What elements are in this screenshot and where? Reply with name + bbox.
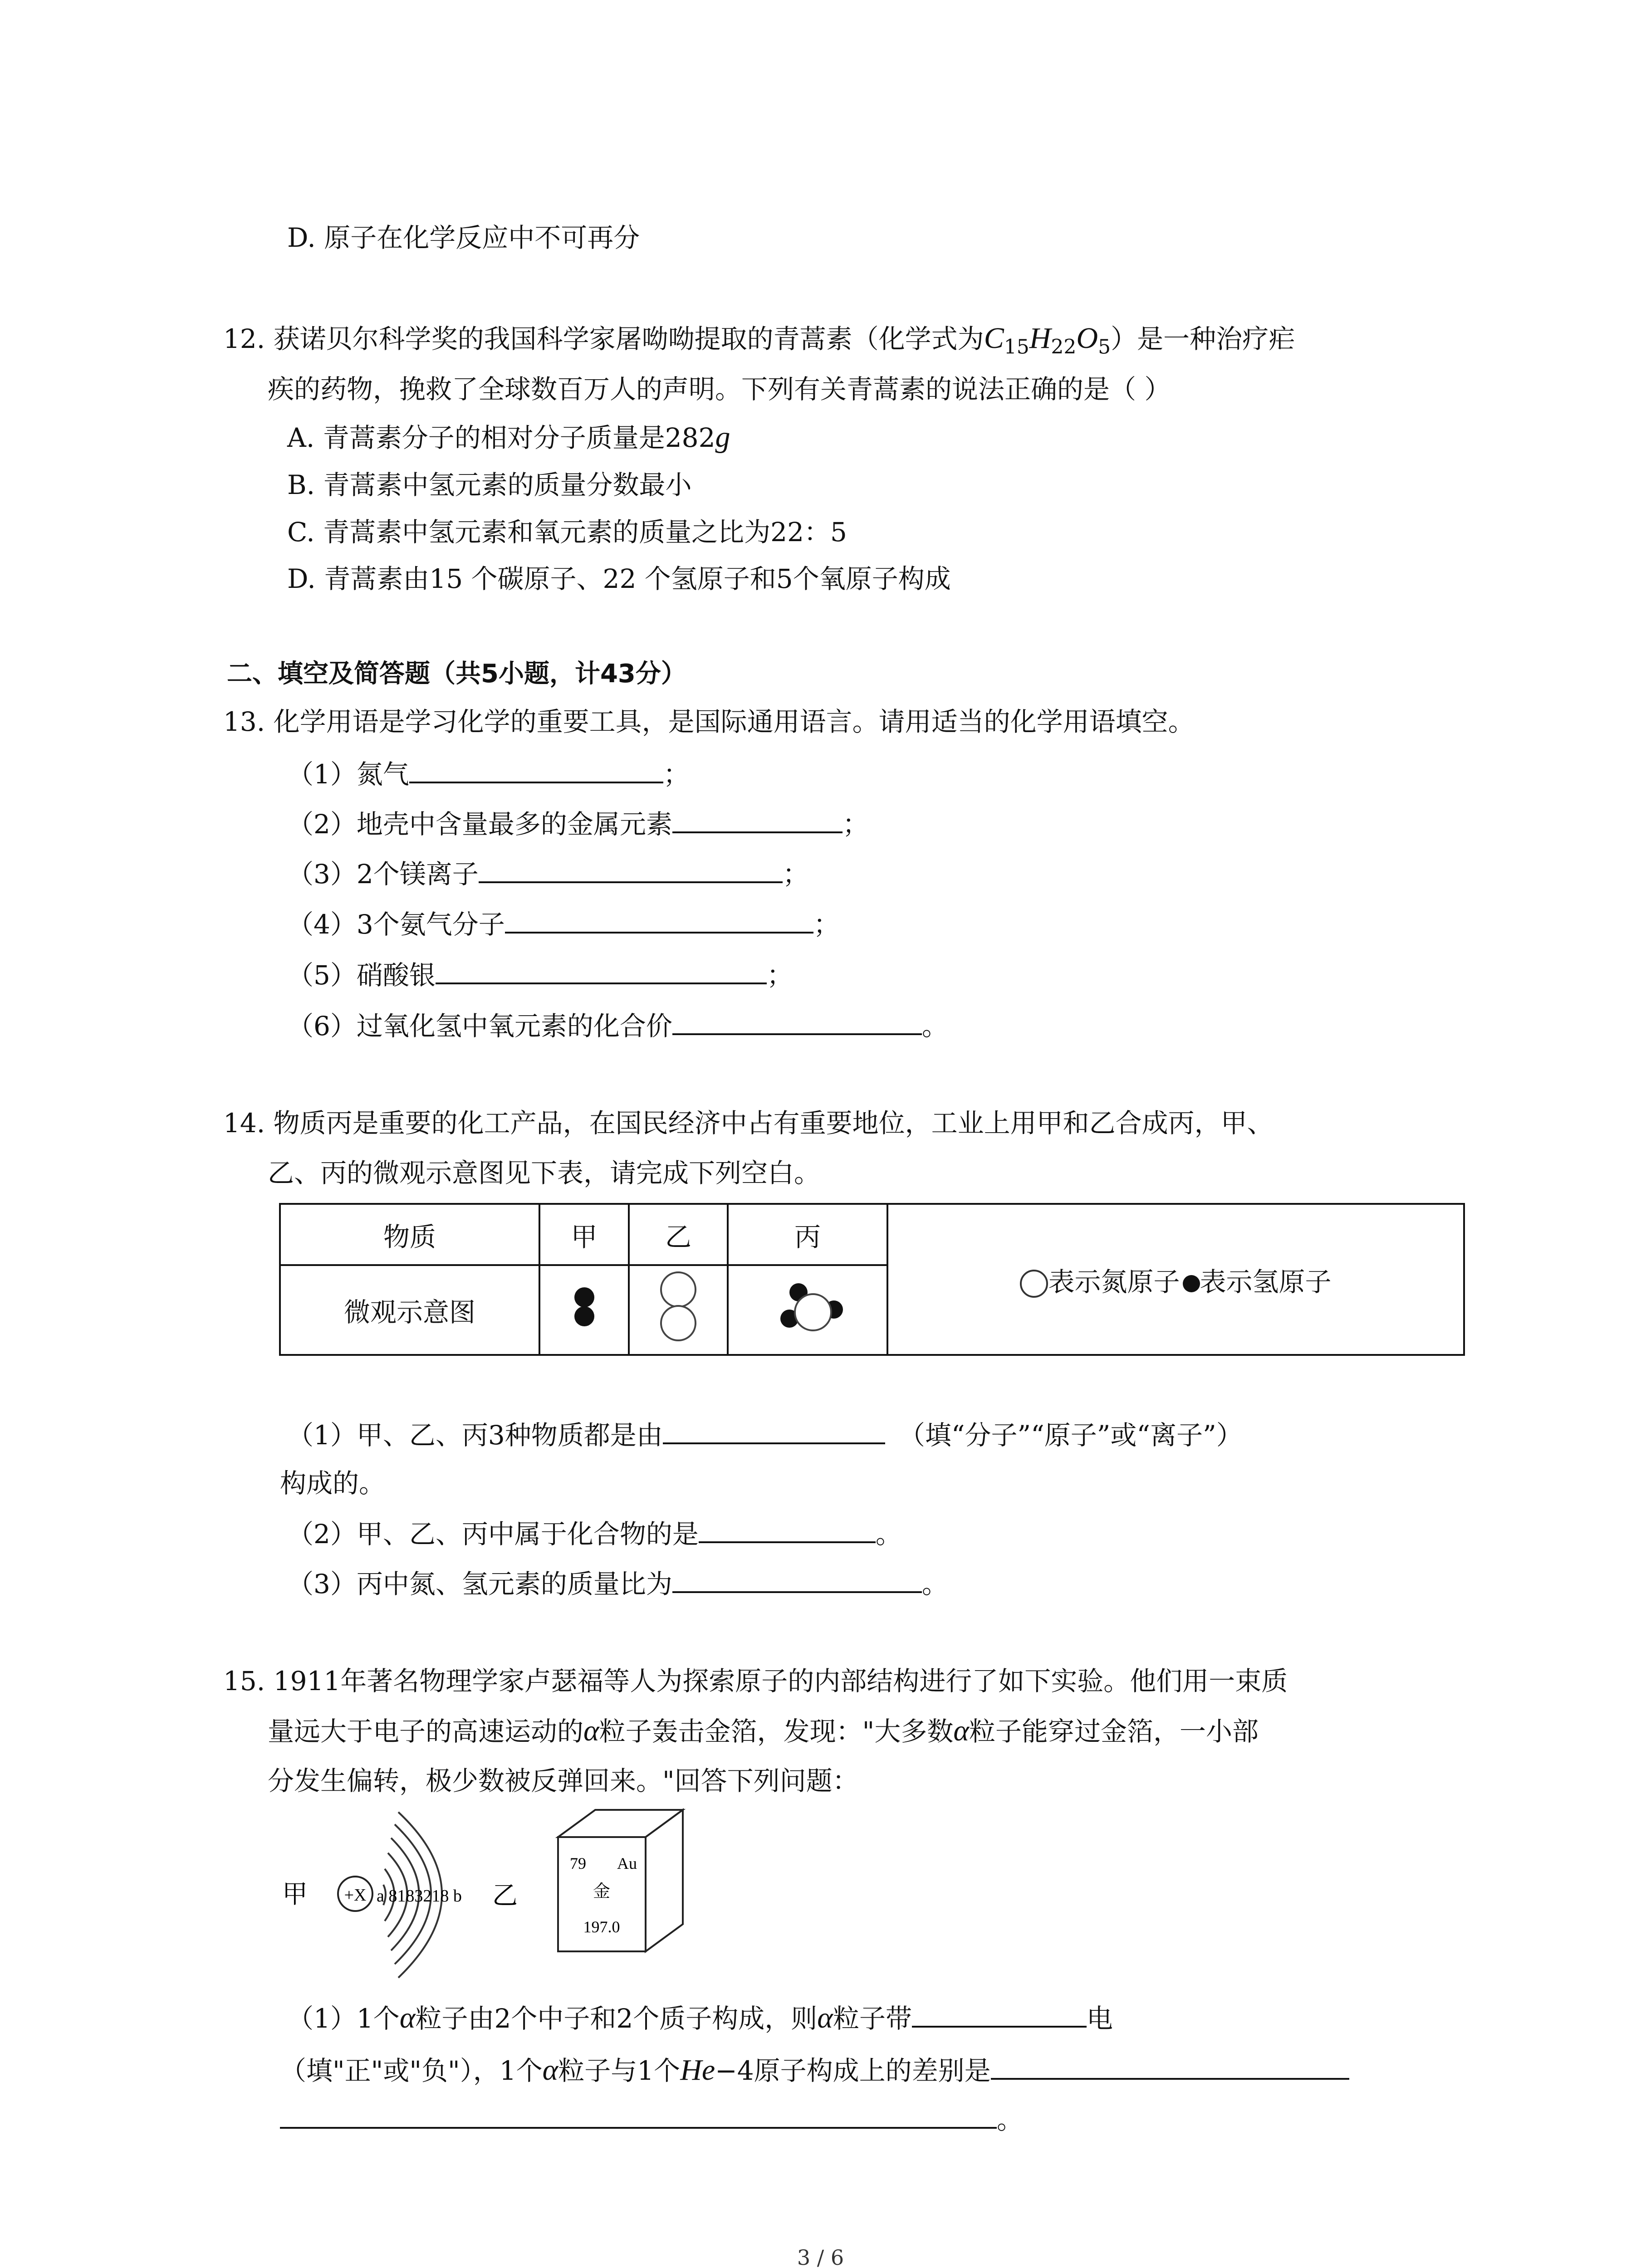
answer-blank[interactable] (672, 1008, 922, 1035)
gold-element-card (558, 1810, 683, 1951)
answer-blank[interactable] (991, 2053, 1349, 2080)
answer-blank[interactable] (280, 2102, 997, 2129)
table-header-jia: 甲 (539, 1204, 629, 1265)
answer-blank[interactable] (672, 1566, 922, 1593)
figure-label-yi: 乙 (492, 1882, 518, 1910)
q12-option-d: D. 青蒿素由15 个碳原子、22 个氢原子和5个氧原子构成 (287, 563, 951, 594)
q15-stem-line1: 15. 1911年著名物理学家卢瑟福等人为探索原子的内部结构进行了如下实验。他们用一束质 (223, 1666, 1288, 1696)
hydrogen-atom-icon (1183, 1275, 1200, 1292)
answer-blank[interactable] (663, 1417, 885, 1444)
particle-table (279, 1203, 1465, 1356)
table-header-bing: 丙 (728, 1204, 887, 1265)
nucleus-charge: +X (344, 1886, 367, 1905)
answer-blank[interactable] (436, 957, 767, 984)
q14-sub1: （1）甲、乙、丙3种物质都是由 （填“分子”“原子”或“离子”） (287, 1417, 1243, 1452)
table-legend: 表示氮原子 表示氢原子 (887, 1204, 1464, 1355)
q12-option-b: B. 青蒿素中氢元素的质量分数最小 (287, 469, 692, 500)
answer-blank[interactable] (672, 806, 843, 833)
page-number: 3 / 6 (797, 2245, 844, 2268)
q13-stem: 13. 化学用语是学习化学的重要工具，是国际通用语言。请用适当的化学用语填空。 (223, 706, 1195, 737)
element-name: 金 (593, 1882, 611, 1901)
figure-label-jia: 甲 (282, 1881, 308, 1909)
table-row-label: 微观示意图 (280, 1265, 539, 1355)
q15-sub1-line2: （填"正"或"负"），1个α粒子与1个He−4原子构成上的差别是 (280, 2053, 1349, 2087)
q12-option-c: C. 青蒿素中氢元素和氧元素的质量之比为22：5 (287, 517, 847, 547)
q15-figure (272, 1796, 726, 1987)
answer-blank[interactable] (409, 756, 663, 783)
q12-option-a: A. 青蒿素分子的相对分子质量是282g (287, 420, 730, 454)
table-header-substance: 物质 (280, 1204, 539, 1265)
q14-sub2: （2）甲、乙、丙中属于化合物的是 。 (287, 1516, 902, 1550)
q12-stem-prefix: 12. 获诺贝尔科学奖的我国科学家屠呦呦提取的青蒿素（化学式为 (223, 323, 984, 354)
chemical-formula: $C_{15}H_{22}O_5$ (984, 322, 1111, 359)
q15-stem-line2: 量远大于电子的高速运动的α粒子轰击金箔，发现："大多数α粒子能穿过金箔，一小部 (268, 1714, 1259, 1747)
q14-sub1-line2: 构成的。 (280, 1468, 386, 1499)
atomic-number: 79 (570, 1854, 586, 1872)
q14-stem-line2: 乙、丙的微观示意图见下表，请完成下列空白。 (268, 1158, 821, 1188)
table-header-yi: 乙 (629, 1204, 728, 1265)
q12-stem-line2: 疾的药物，挽救了全球数百万人的声明。下列有关青蒿素的说法正确的是（ ） (268, 374, 1171, 405)
q13-item-6: （6）过氧化氢中氧元素的化合价 。 (287, 1008, 948, 1042)
electron-shell-numbers: a 8183218 b (377, 1887, 462, 1906)
nitrogen-atom-icon (1020, 1270, 1048, 1298)
atomic-mass: 197.0 (583, 1918, 620, 1936)
answer-blank[interactable] (505, 906, 813, 934)
element-symbol: Au (617, 1854, 637, 1872)
q15-stem-line3: 分发生偏转，极少数被反弹回来。"回答下列问题： (268, 1765, 859, 1796)
q12-stem-line1 (223, 322, 1295, 364)
q13-item-4: （4）3个氨气分子 ； (287, 906, 840, 941)
q13-item-5: （5）硝酸银 ； (287, 957, 793, 992)
q13-item-2: （2）地壳中含量最多的金属元素 ； (287, 806, 869, 841)
q15-sub1-line3: 。 (280, 2102, 1023, 2136)
q12-stem-suffix: ）是一种治疗疟 (1111, 323, 1295, 354)
section-heading: 二、填空及简答题（共5小题，计43分） (227, 659, 686, 689)
q15-sub1: （1）1个α粒子由2个中子和2个质子构成，则α粒子带 电 (287, 2001, 1113, 2034)
q13-item-1: （1）氮气 ； (287, 756, 690, 791)
answer-blank[interactable] (699, 1516, 876, 1543)
h2-molecule-icon (539, 1265, 629, 1355)
nh3-molecule-icon (728, 1265, 887, 1355)
answer-blank[interactable] (912, 2000, 1087, 2028)
answer-blank[interactable] (479, 856, 783, 883)
q14-sub3: （3）丙中氮、氢元素的质量比为 。 (287, 1566, 948, 1600)
q13-item-3: （3）2个镁离子 ； (287, 856, 809, 890)
q11-option-d: D. 原子在化学反应中不可再分 (287, 222, 640, 253)
n2-molecule-icon (629, 1265, 728, 1355)
q14-stem-line1: 14. 物质丙是重要的化工产品，在国民经济中占有重要地位，工业上用甲和乙合成丙，甲、 (223, 1108, 1274, 1139)
